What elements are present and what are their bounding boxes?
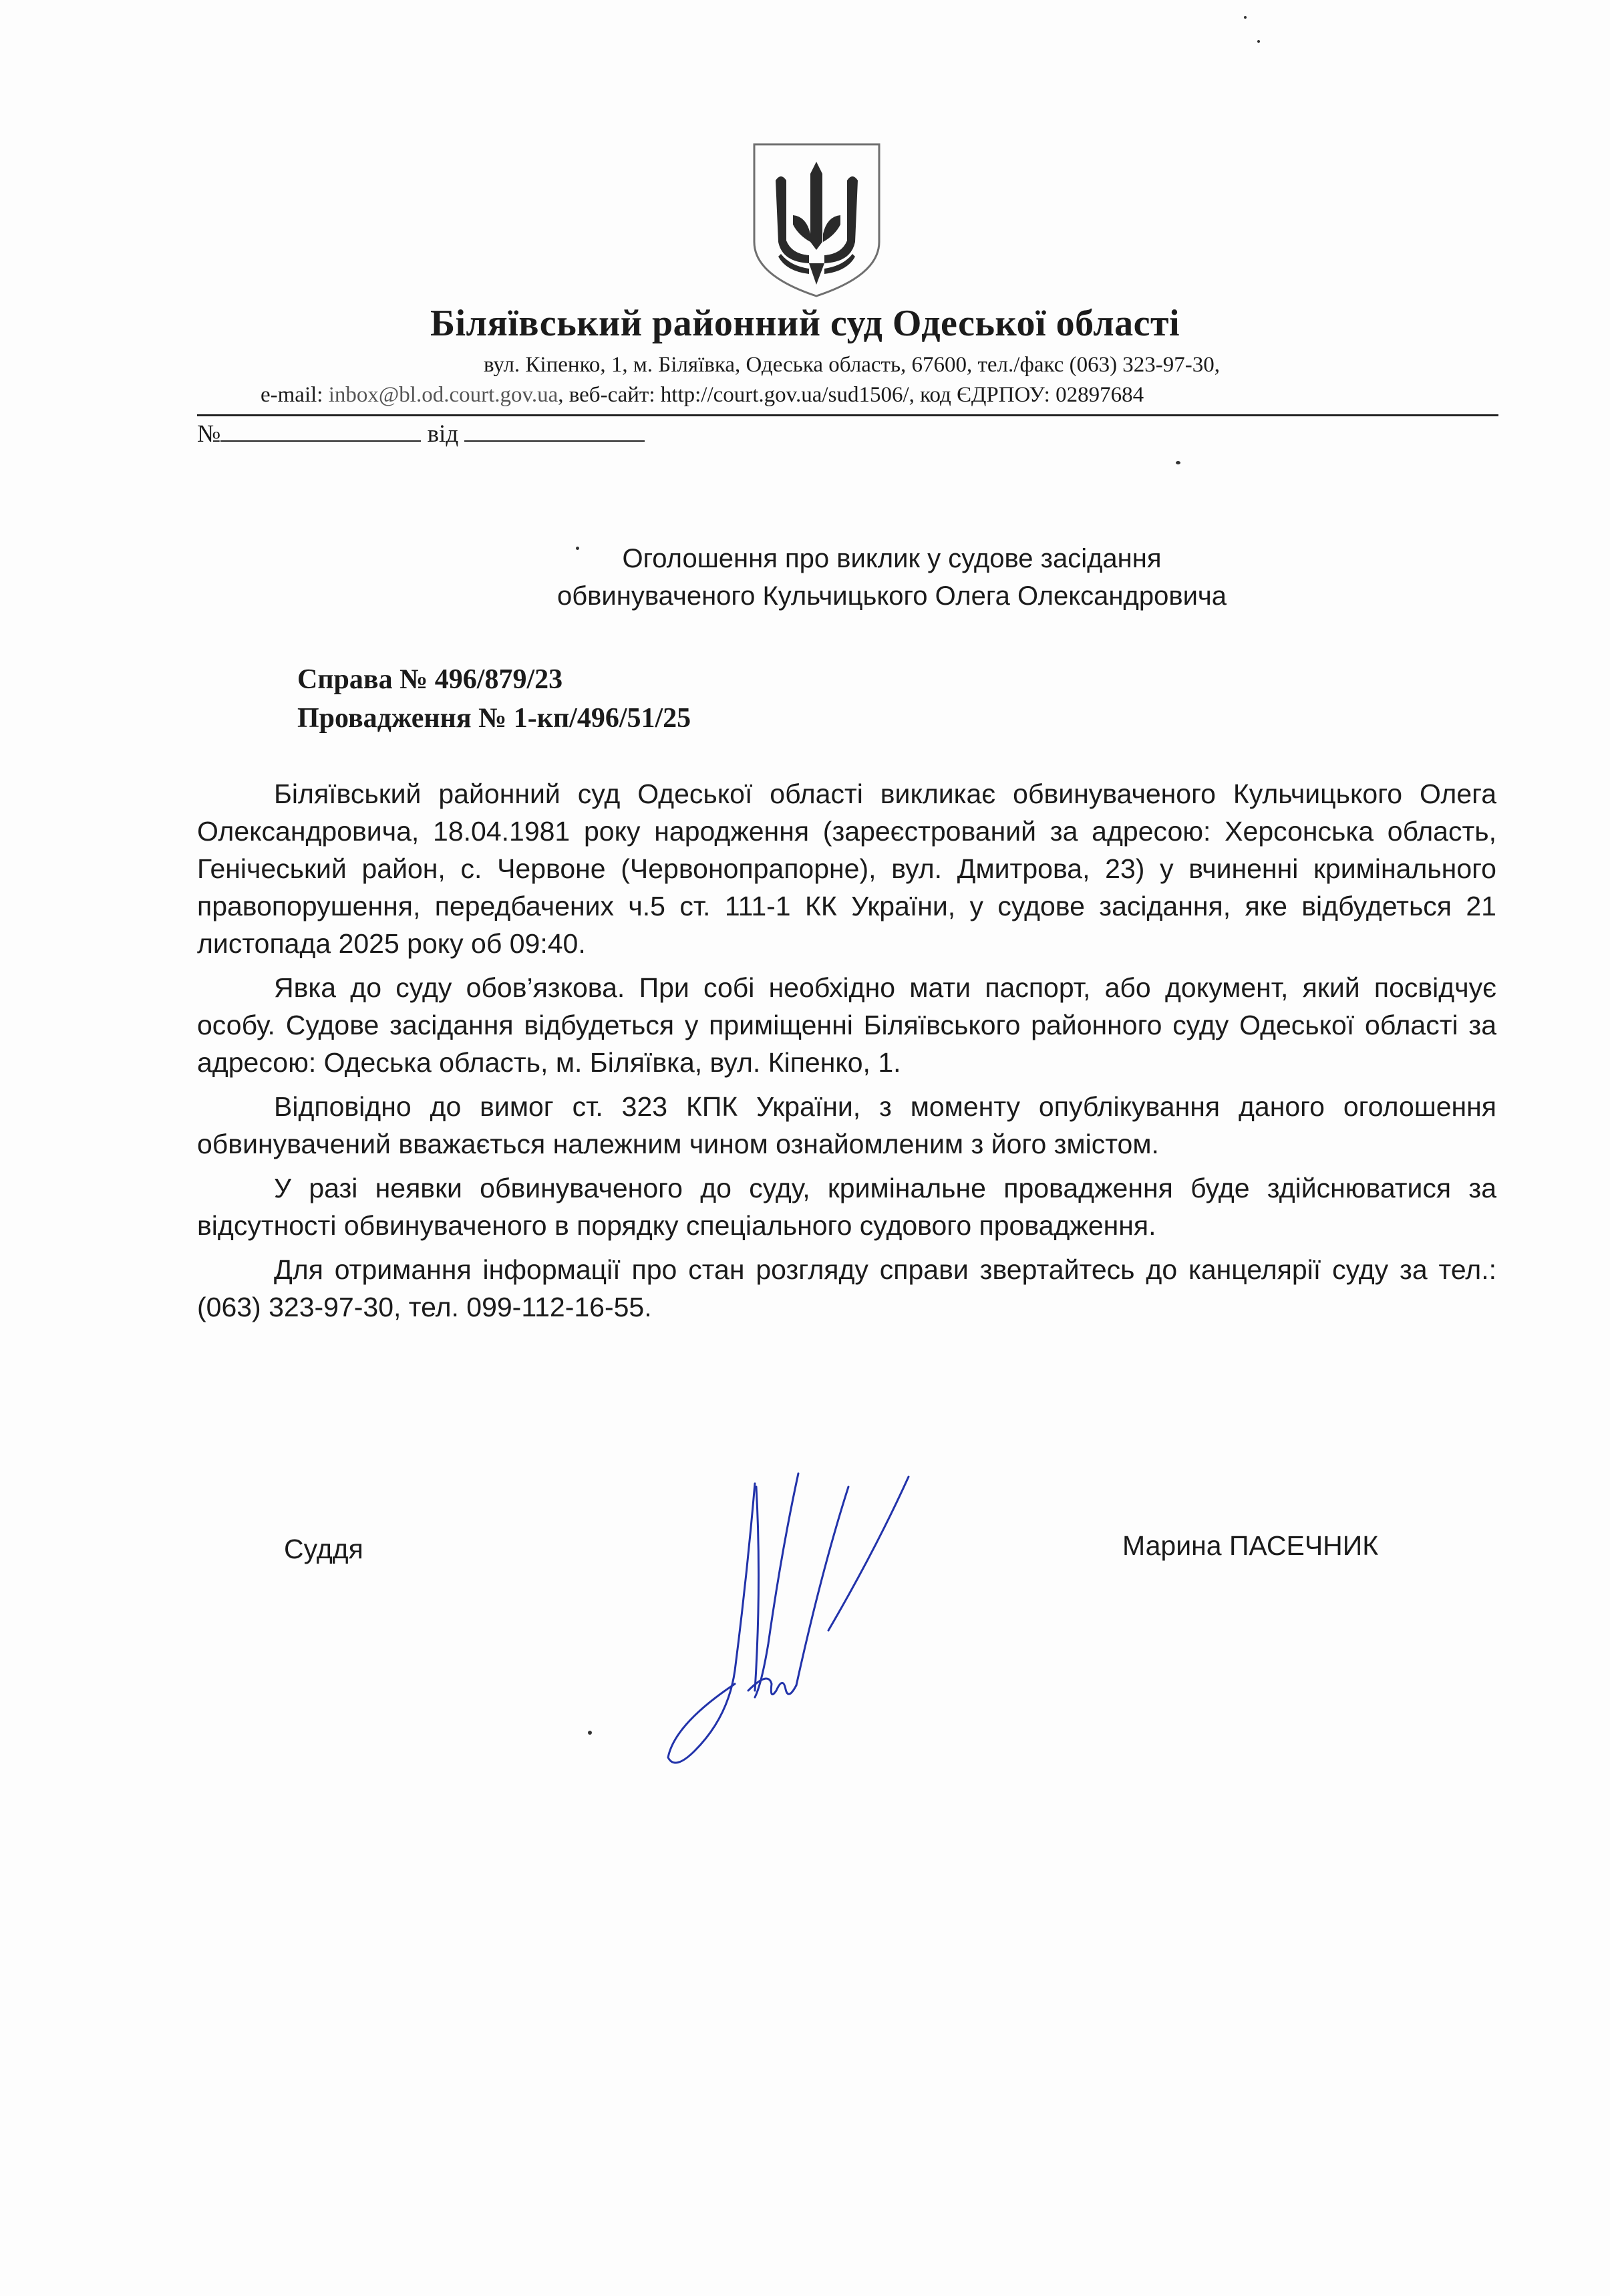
website-link[interactable]: http://court.gov.ua/sud1506/ <box>660 383 909 407</box>
scan-speck <box>1176 461 1180 464</box>
body-paragraph: Відповідно до вимог ст. 323 КПК України, з моменту опублікування даного оголошення обвинувачений вважається належним чином ознайомленим з його змістом. <box>197 1091 1496 1159</box>
body-paragraph: Біляївський районний суд Одеської області викликає обвинуваченого Кульчицького Олега Олександровича, 18.04.1981 року народження (зареєстрований за адресою: Херсонська область, Генічеський район, с. Червоне (Червонопрапорне), вул. Дмитрова, 23) у вчиненні кримінального правопорушення, передбачених ч.5 ст. 111-1 КК України, у судове засідання, яке відбудеться 21 листопада 2025 року об 09:40. <box>197 778 1496 959</box>
outgoing-ref-line <box>197 420 645 448</box>
body-paragraph: Явка до суду обов’язкова. При собі необхідно мати паспорт, або документ, який посвідчує особу. Судове засідання відбудеться у приміщенні Біляївського районного суду Одеської області за адресою: Одеська область, м. Біляївка, вул. Кіпенко, 1. <box>197 972 1496 1078</box>
body-paragraph: У разі неявки обвинуваченого до суду, кримінальне провадження буде здійснюватися за відсутності обвинуваченого в порядку спеціального судового провадження. <box>197 1173 1496 1241</box>
body-paragraph: Для отримання інформації про стан розгляду справи звертайтесь до канцелярії суду за тел.: (063) 323-97-30, тел. 099-112-16-55. <box>197 1254 1496 1322</box>
coat-of-arms-icon <box>752 142 882 299</box>
judge-name: Марина ПАСЕЧНИК <box>1122 1530 1379 1561</box>
proceeding-number: Провадження № 1-кп/496/51/25 <box>297 703 691 734</box>
scan-speck <box>1244 16 1247 19</box>
case-references <box>297 660 691 738</box>
edrpou-label: , код ЄДРПОУ: <box>909 383 1050 407</box>
website-label: , веб-сайт: <box>558 383 655 407</box>
email-label: e-mail: <box>261 383 323 407</box>
handwritten-signature <box>655 1470 915 1777</box>
number-blank <box>220 420 421 442</box>
number-label: № <box>197 420 221 448</box>
court-contacts <box>261 383 1396 408</box>
email-link[interactable]: inbox@bl.od.court.gov.ua <box>328 383 558 407</box>
header-divider <box>197 414 1498 416</box>
date-blank <box>464 420 645 442</box>
edrpou-value: 02897684 <box>1056 383 1144 407</box>
date-label: від <box>427 420 459 448</box>
scan-speck <box>588 1731 592 1735</box>
court-address: вул. Кіпенко, 1, м. Біляївка, Одеська область, 67600, тел./факс (063) 323-97-30, <box>483 353 1221 377</box>
court-name: Біляївський районний суд Одеської області <box>430 303 1180 344</box>
case-number: Справа № 496/879/23 <box>297 664 563 695</box>
notice-title-line: обвинуваченого Кульчицького Олега Олександровича <box>557 581 1227 611</box>
notice-title <box>0 540 1610 615</box>
scan-speck <box>1257 40 1260 43</box>
notice-title-line: Оголошення про виклик у судове засідання <box>622 544 1162 573</box>
notice-body <box>197 775 1496 1332</box>
judge-role: Суддя <box>284 1534 363 1564</box>
